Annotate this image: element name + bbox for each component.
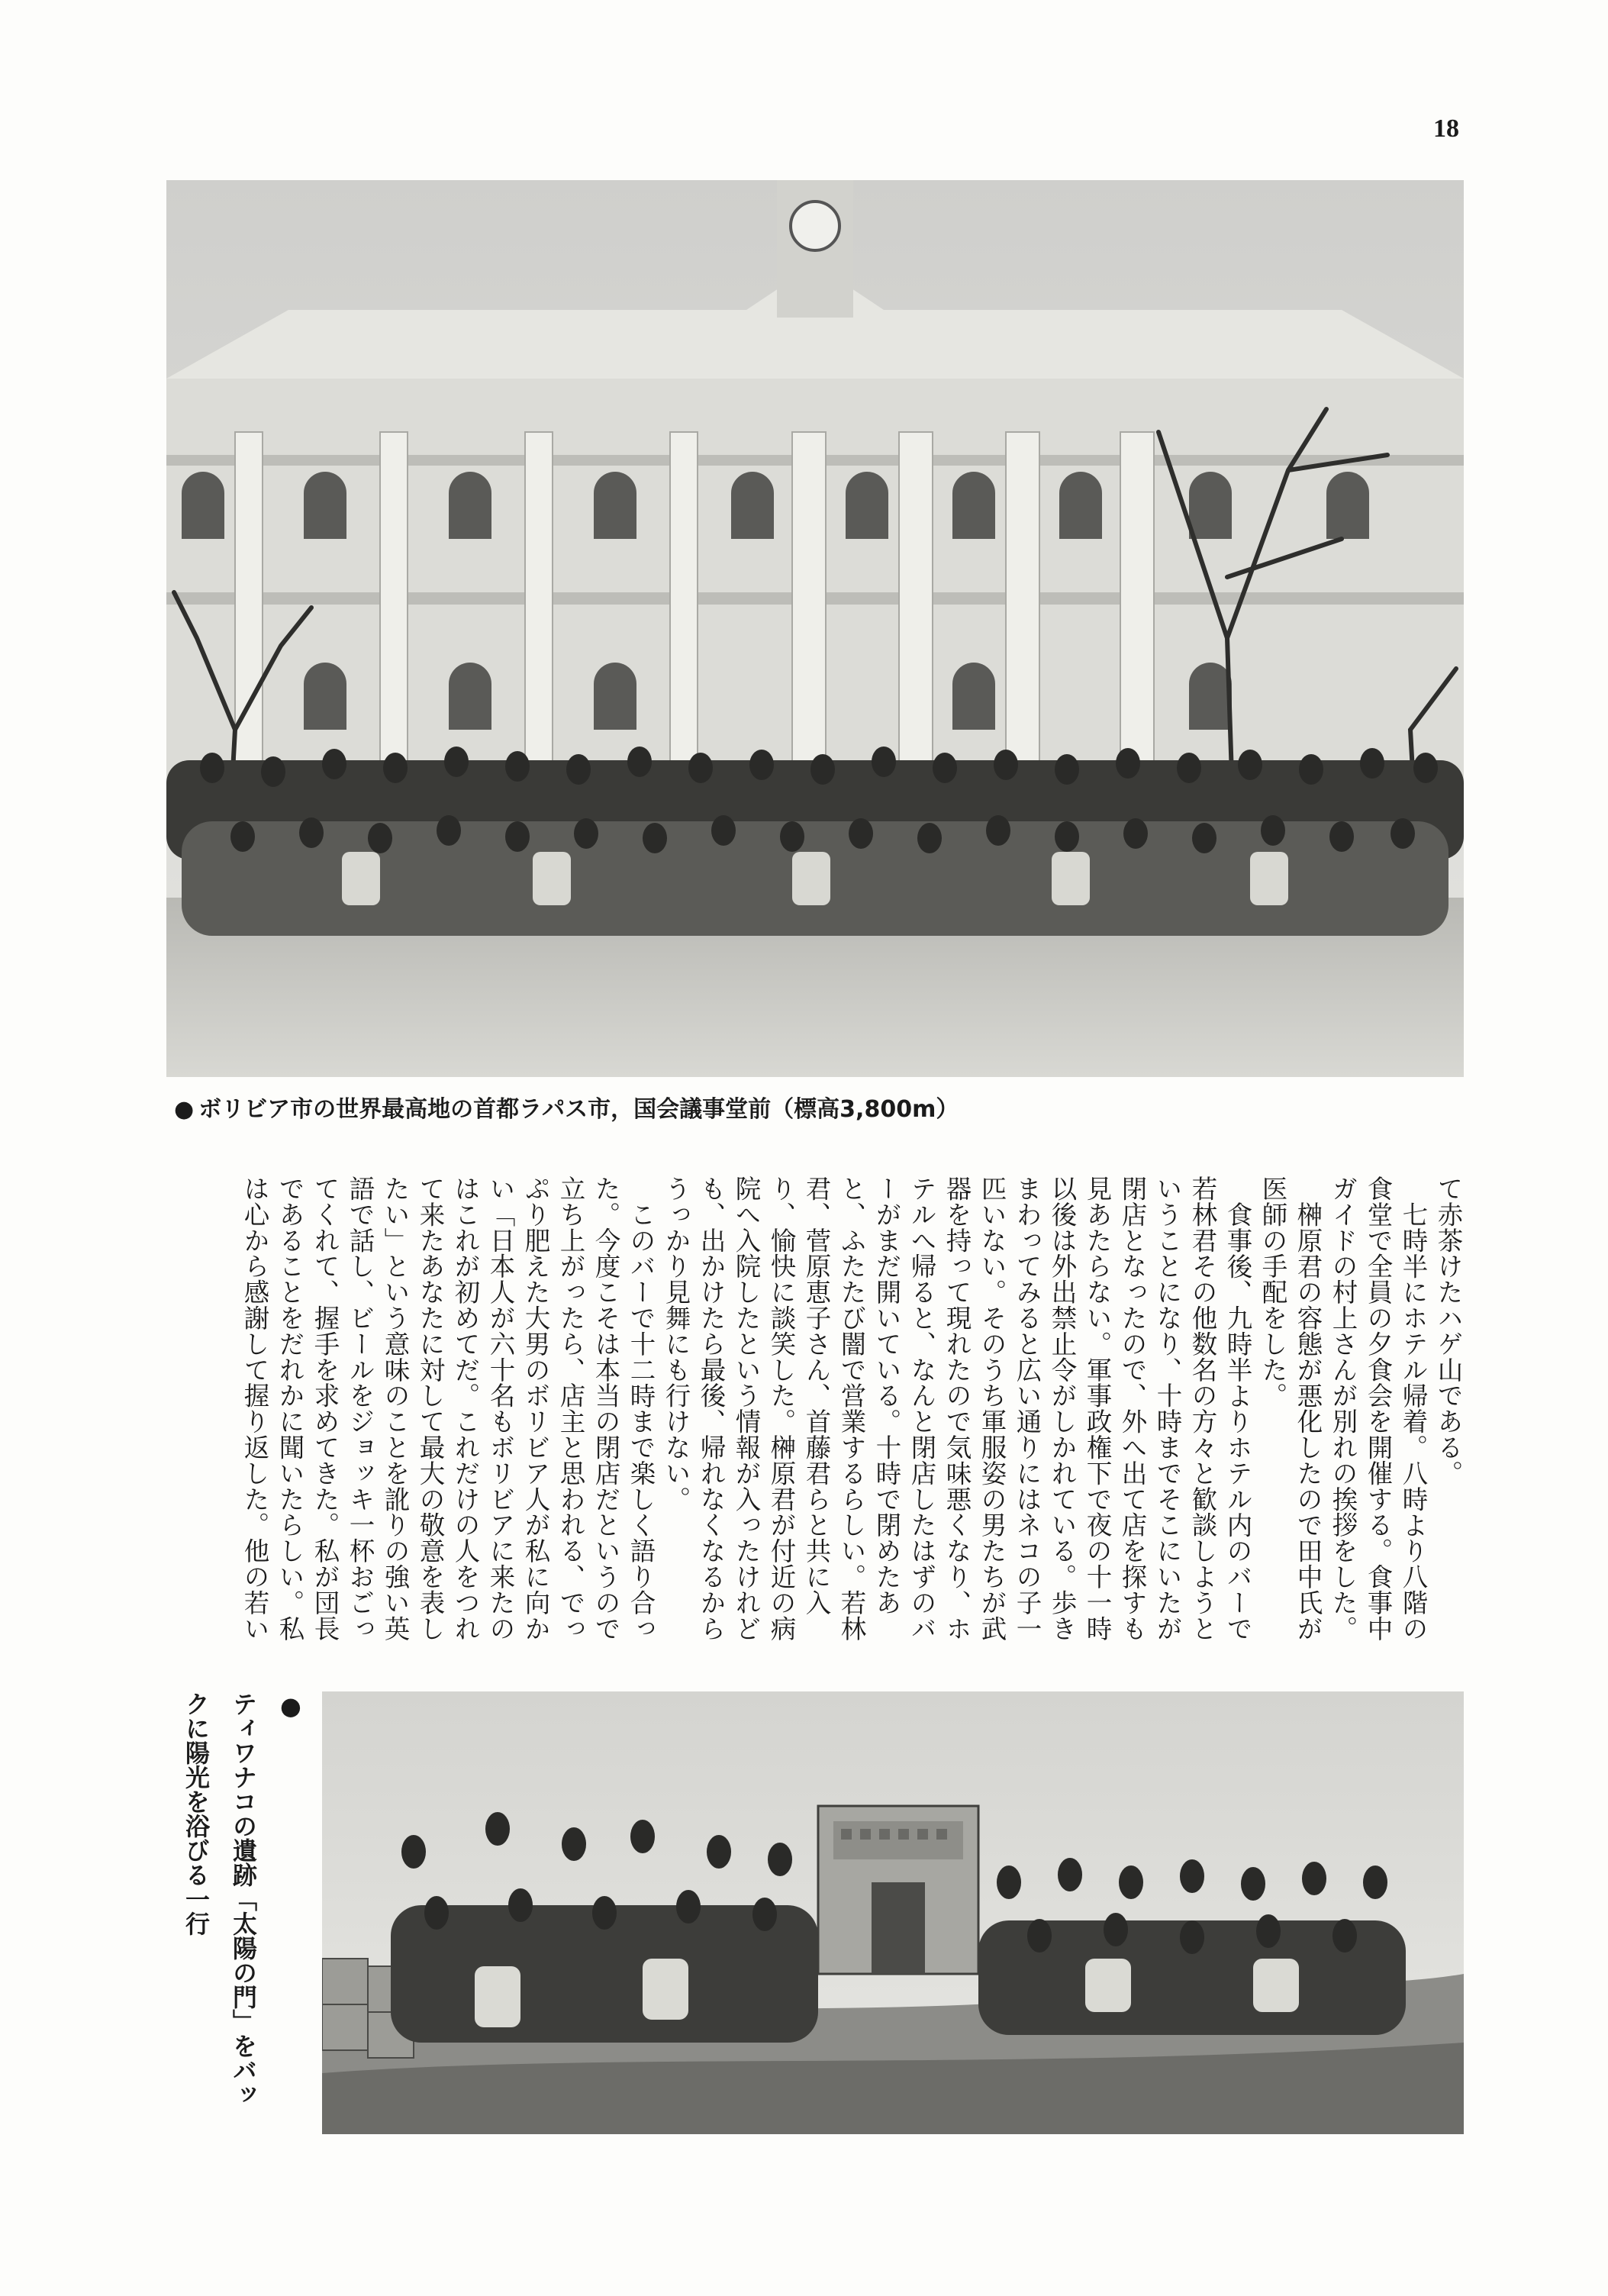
caption-text: ティワナコの遺跡「太陽の門」をバッ [229,1691,258,2107]
article-paragraph: て赤茶けたハゲ山である。 [1433,1175,1463,1486]
caption-text: ボリビア市の世界最高地の首都ラパス市，国会議事堂前（標高3,800m） [198,1096,959,1123]
article-paragraph: 榊原君の容態が悪化したので田中氏が医師の手配をした。 [1258,1175,1323,1641]
caption-line [220,1691,314,2149]
caption-bullet: ● [276,1691,305,1720]
bottom-photo-caption [182,1691,314,2149]
tiwanaku-group-photo [322,1691,1464,2134]
article-body [159,1175,1465,1649]
article-paragraph: 食事後、九時半よりホテル内のバーで若林君その他数名の方々と歓談しようということになり、十時までそこにいたが閉店となったので、外へ出て店を探すも見あたらない。軍事政権下で夜の十一時以後は外出禁止令がしかれている。歩きまわってみると広い通りにはネコの子一匹いない。そのうち軍服姿の男たちが武器を持って現れたので気味悪くなり、ホテルへ帰ると、なんと閉店したはずのバーがまだ開いている。十時で閉めたあと、ふたたび闇で営業するらしい。若林君、菅原恵子さん、首藤君らと共に入り、愉快に談笑した。榊原君が付近の病院へ入院したという情報が入ったけれども、出かけたら最後、帰れなくなるからうっかり見舞にも行けない。 [661,1175,1252,1642]
caption-bullet: ● [174,1096,195,1123]
caption-line: クに陽光を浴びる一行 [182,1691,211,1936]
top-photo-caption [174,1090,959,1124]
article-paragraph: 七時半にホテル帰着。八時より八階の食堂で全員の夕食会を開催する。食事中ガイドの村上さんが別れの挨拶をした。 [1328,1175,1428,1642]
page-number: 18 [1433,114,1459,143]
congress-group-photo [166,180,1464,1077]
article-paragraph: このバーで十二時まで楽しく語り合った。今度こそは本当の閉店だというので立ち上がったら、店主と思われる、でっぷり肥えた大男のボリビア人が私に向かい「日本人が六十名もボリビアに来たのはこれが初めてだ。これだけの人をつれて来たあなたに対して最大の敬意を表したい」という意味のことを訛りの強い英語で話し、ビールをジョッキ一杯おごってくれて、握手を求めてきた。私が団長であることをだれかに聞いたらしい。私は心から感謝して握り返した。他の若い [240,1175,656,1642]
